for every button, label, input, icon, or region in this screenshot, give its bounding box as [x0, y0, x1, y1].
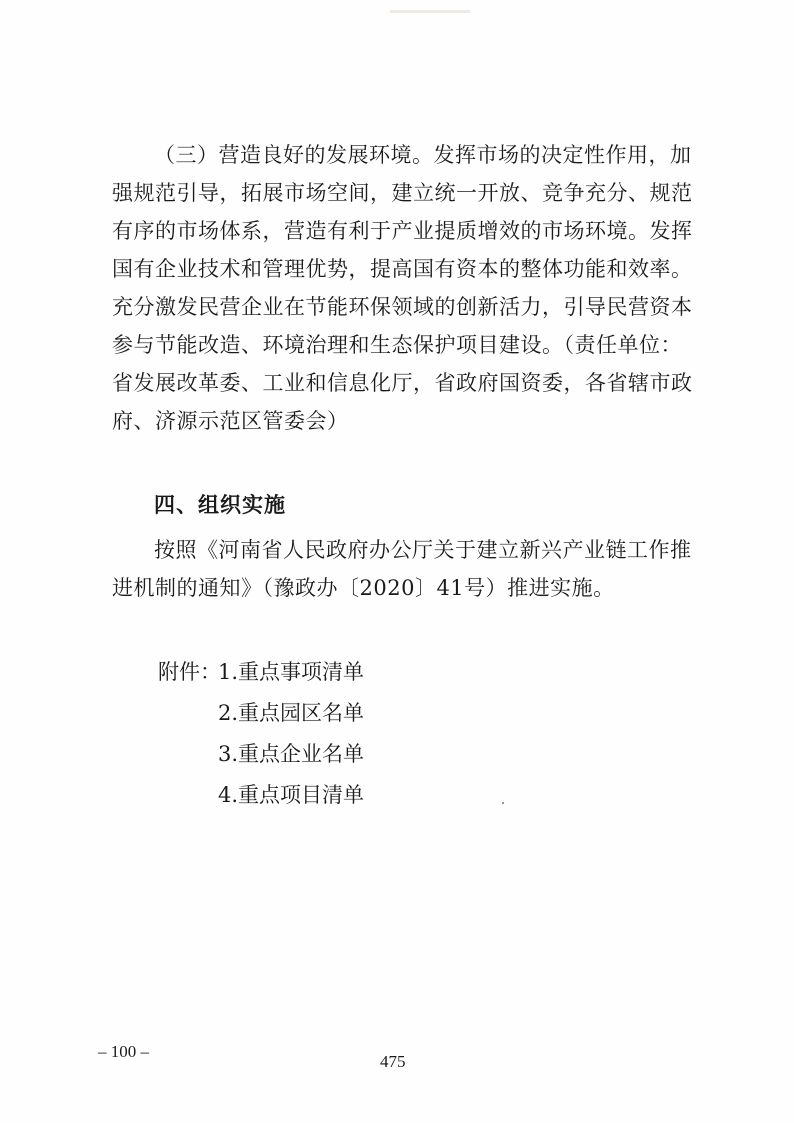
paragraph-line: 省发展改革委、工业和信息化厅，省政府国资委，各省辖市政 [112, 371, 693, 395]
attachment-item: 1.重点事项清单 [218, 660, 365, 684]
paragraph-line: 进机制的通知》（豫政办〔2020〕41号）推进实施。 [112, 576, 615, 600]
page-number-compiled: 475 [380, 1052, 406, 1071]
scan-speck [502, 802, 504, 804]
attachment-row [158, 652, 364, 693]
attachment-row [158, 693, 364, 734]
paragraph-line: 府、济源示范区管委会） [112, 409, 349, 433]
attachment-row [158, 775, 364, 816]
section-four-heading: 四、组织实施 [154, 493, 286, 517]
attachments-label: 附件： [158, 660, 221, 684]
paragraph-line: 强规范引导，拓展市场空间，建立统一开放、竞争充分、规范 [112, 181, 693, 205]
paragraph-line: 参与节能改造、环境治理和生态保护项目建设。（责任单位： [112, 333, 682, 357]
attachment-row [158, 734, 364, 775]
scan-artifact [390, 10, 470, 13]
attachment-item: 3.重点企业名单 [218, 742, 365, 766]
attachment-item: 4.重点项目清单 [218, 783, 365, 807]
attachment-item: 2.重点园区名单 [218, 701, 365, 725]
attachments-list [158, 652, 364, 816]
paragraph-line: （三）营造良好的发展环境。发挥市场的决定性作用，加 [154, 143, 692, 167]
paragraph-line: 国有企业技术和管理优势，提高国有资本的整体功能和效率。 [112, 257, 693, 281]
paragraph-line: 有序的市场体系，营造有利于产业提质增效的市场环境。发挥 [112, 219, 693, 243]
section-three-paragraph [112, 136, 697, 440]
paragraph-line: 充分激发民营企业在节能环保领域的创新活力，引导民营资本 [112, 295, 693, 319]
section-four-paragraph [112, 531, 697, 607]
page-number-original: – 100 – [98, 1042, 149, 1061]
paragraph-line: 按照《河南省人民政府办公厅关于建立新兴产业链工作推 [154, 538, 692, 562]
